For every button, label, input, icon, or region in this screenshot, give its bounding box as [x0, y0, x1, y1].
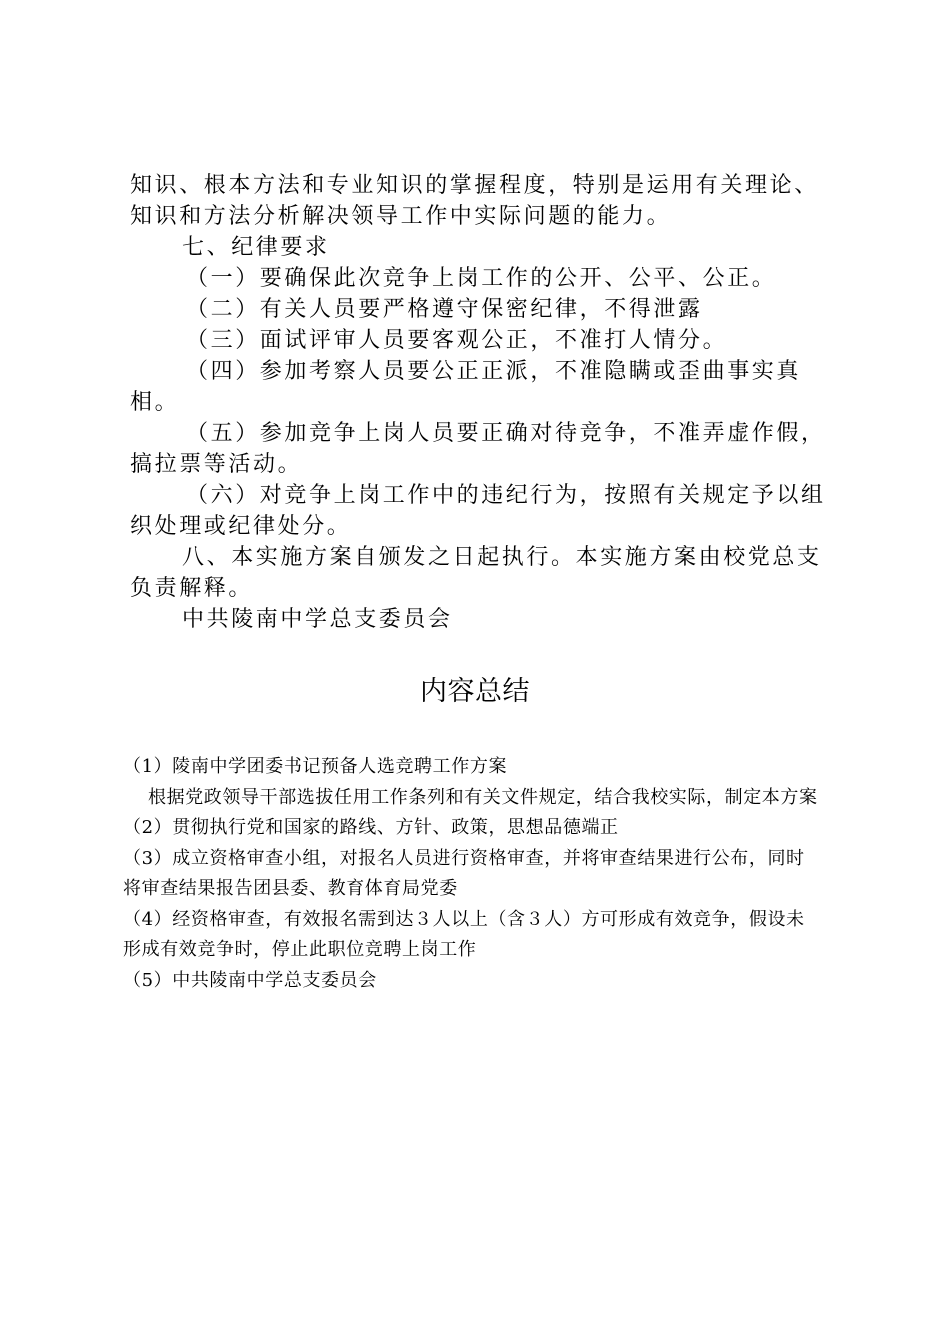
discipline-item-2: （二）有关人员要严格遵守保密纪律，不得泄露	[186, 297, 703, 322]
section-heading-discipline: 七、纪律要求	[182, 235, 330, 260]
document-body	[130, 170, 830, 635]
summary-item: （1）陵南中学团委书记预备人选竞聘工作方案	[123, 756, 508, 777]
summary-list	[123, 752, 820, 996]
section-implementation: 八、本实施方案自颁发之日起执行。本实施方案由校党总支负责解释。	[130, 545, 822, 601]
summary-title: 内容总结	[420, 676, 530, 707]
discipline-item-1: （一）要确保此次竞争上岗工作的公开、公平、公正。	[186, 266, 777, 291]
discipline-item-5: （五）参加竞争上岗人员要正确对待竞争，不准弄虚作假，搞拉票等活动。	[130, 421, 826, 477]
paragraph-continuation: 知识、根本方法和专业知识的掌握程度，特别是运用有关理论、知识和方法分析解决领导工作中实际问题的能力。	[130, 173, 819, 229]
summary-item: （4）经资格审查，有效报名需到达３人以上（含３人）方可形成有效竞争，假设未形成有效竞争时，停止此职位竞聘上岗工作	[123, 908, 805, 960]
summary-item: （5）中共陵南中学总支委员会	[123, 969, 377, 991]
summary-item: 根据党政领导干部选拔任用工作条列和有关文件规定，结合我校实际，制定本方案	[148, 786, 818, 808]
signature-organization: 中共陵南中学总支委员会	[182, 607, 453, 632]
summary-item: （2）贯彻执行党和国家的路线、方针、政策，思想品德端正	[123, 817, 619, 838]
summary-item: （3）成立资格审查小组，对报名人员进行资格审查，并将审查结果进行公布，同时将审查结果报告团县委、教育体育局党委	[123, 847, 805, 899]
discipline-item-3: （三）面试评审人员要客观公正，不准打人情分。	[186, 328, 728, 353]
discipline-item-4: （四）参加考察人员要公正正派，不准隐瞒或歪曲事实真相。	[130, 359, 802, 415]
discipline-item-6: （六）对竞争上岗工作中的违纪行为，按照有关规定予以组织处理或纪律处分。	[130, 483, 826, 539]
